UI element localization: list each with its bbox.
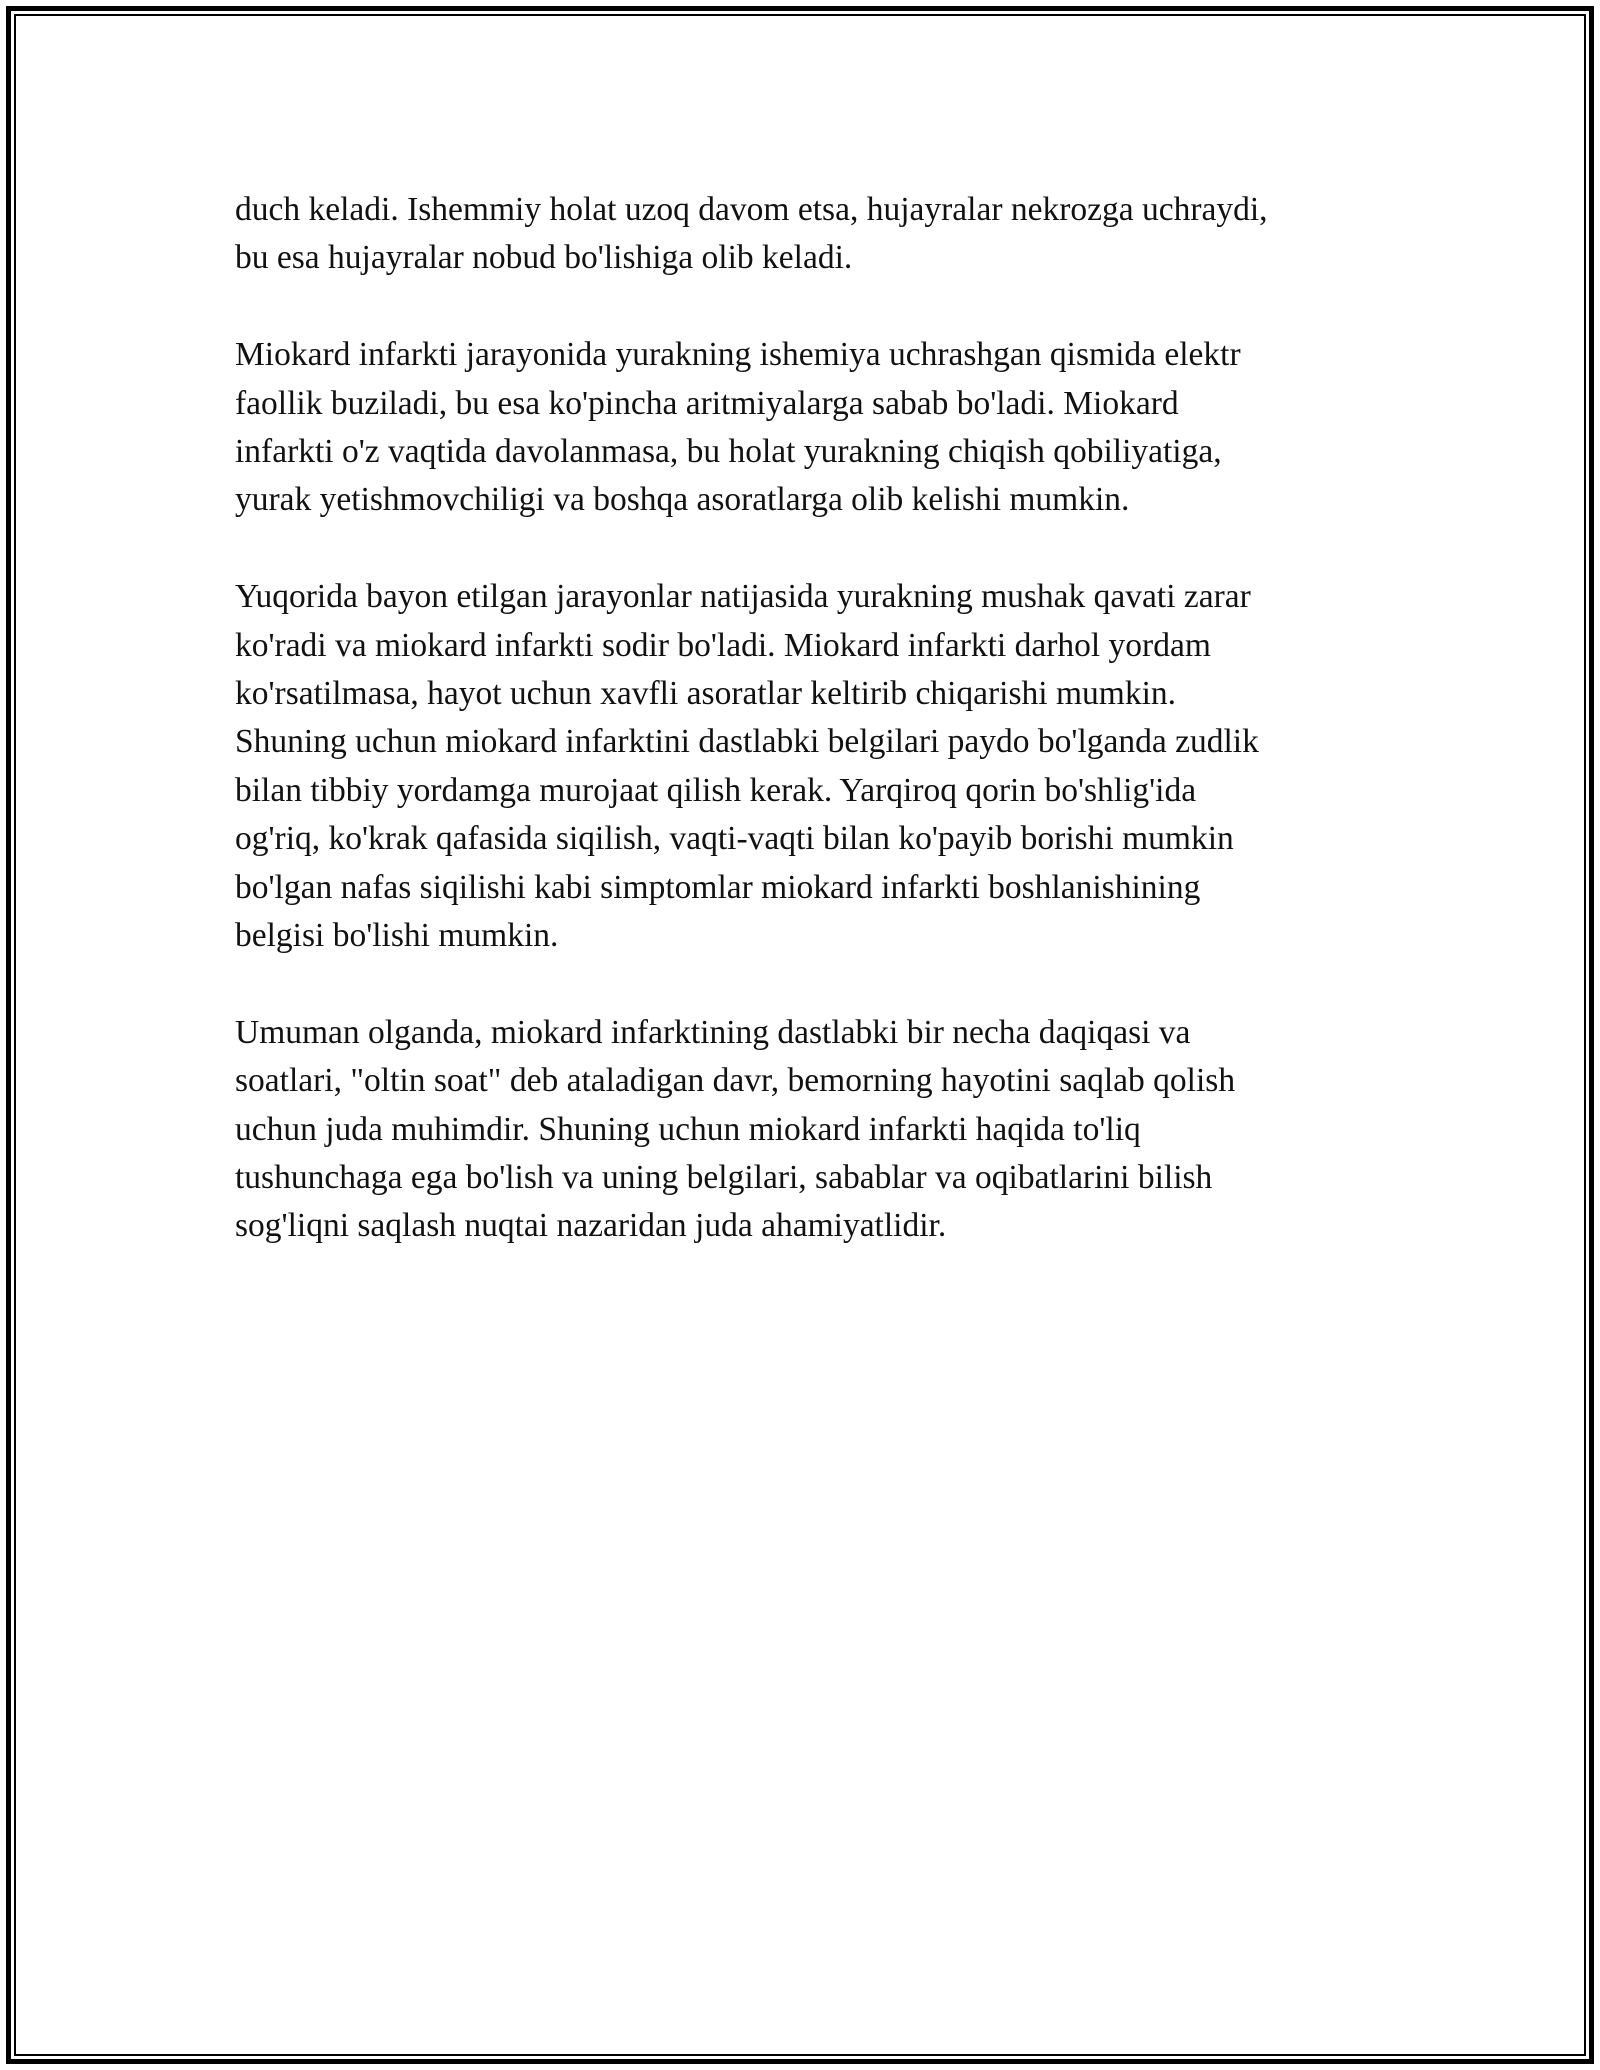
paragraph: Miokard infarkti jarayonida yurakning ishemiya uchrashgan qismida elektr faollik buziladi, bu esa ko'pincha aritmiyalarga sabab bo'ladi. Miokard infarkti o'z vaqtida davolanmasa, bu holat yurakning chiqish qobiliyatiga, yurak yetishmovchiligi va boshqa asoratlarga olib kelishi mumkin. bbox=[235, 336, 1241, 519]
document-body bbox=[235, 186, 1375, 1299]
paragraph: Yuqorida bayon etilgan jarayonlar natijasida yurakning mushak qavati zarar ko'radi va miokard infarkti sodir bo'ladi. Miokard infarkti darhol yordam ko'rsatilmasa, hayot uchun xavfli asoratlar keltirib chiqarishi mumkin. Shuning uchun miokard infarktini dastlabki belgilari paydo bo'lganda zudlik bilan tibbiy yordamga murojaat qilish kerak. Yarqiroq qorin bo'shlig'ida og'riq, ko'krak qafasida siqilish, vaqti-vaqti bilan ko'payib borishi mumkin bo'lgan nafas siqilishi kabi simptomlar miokard infarkti boshlanishining belgisi bo'lishi mumkin. bbox=[235, 578, 1259, 955]
paragraph: Umuman olganda, miokard infarktining dastlabki bir necha daqiqasi va soatlari, "oltin soat" deb ataladigan davr, bemorning hayotini saqlab qolish uchun juda muhimdir. Shuning uchun miokard infarkti haqida to'liq tushunchaga ega bo'lish va uning belgilari, sabablar va oqibatlarini bilish sog'liqni saqlash nuqtai nazaridan juda ahamiyatlidir. bbox=[235, 1013, 1236, 1245]
paragraph: duch keladi. Ishemmiy holat uzoq davom etsa, hujayralar nekrozga uchraydi, bu esa hujayralar nobud bo'lishiga olib keladi. bbox=[235, 191, 1268, 277]
